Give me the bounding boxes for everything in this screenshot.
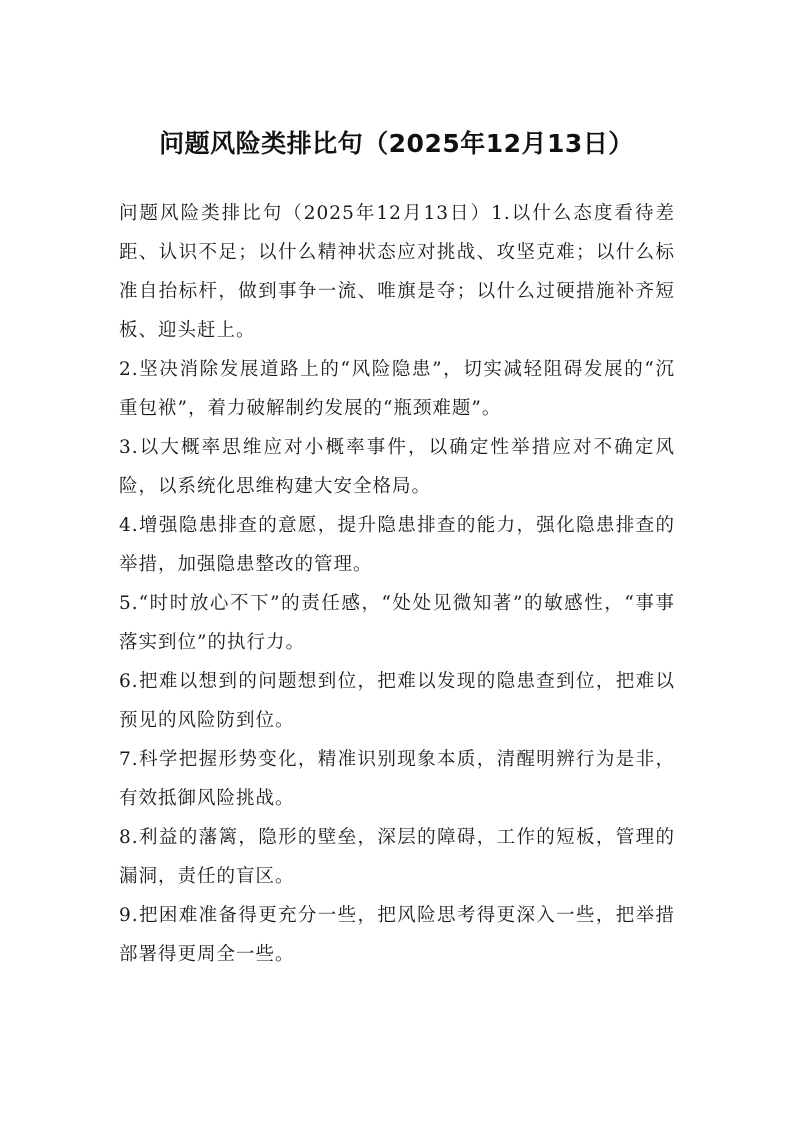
paragraph-1: 问题风险类排比句（2025年12月13日）1.以什么态度看待差距、认识不足；以什么精神状态应对挑战、攻坚克难；以什么标准自抬标杆，做到事争一流、唯旗是夺；以什么过硬措施补齐短板、迎头赶上。	[119, 203, 675, 341]
paragraph-6: 6.把难以想到的问题想到位，把难以发现的隐患查到位，把难以预见的风险防到位。	[119, 671, 675, 731]
paragraph-3: 3.以大概率思维应对小概率事件，以确定性举措应对不确定风险，以系统化思维构建大安全格局。	[119, 437, 675, 497]
paragraph-7: 7.科学把握形势变化，精准识别现象本质，清醒明辨行为是非，有效抵御风险挑战。	[119, 749, 675, 809]
paragraph-4: 4.增强隐患排查的意愿，提升隐患排查的能力，强化隐患排查的举措，加强隐患整改的管理。	[119, 515, 675, 575]
paragraph-9: 9.把困难准备得更充分一些，把风险思考得更深入一些，把举措部署得更周全一些。	[119, 905, 675, 965]
document-title: 问题风险类排比句（2025年12月13日）	[159, 129, 634, 158]
paragraph-5: 5.“时时放心不下”的责任感，“处处见微知著”的敏感性，“事事落实到位”的执行力。	[119, 593, 675, 653]
document-body	[119, 194, 675, 974]
paragraph-2: 2.坚决消除发展道路上的“风险隐患”，切实减轻阻碍发展的“沉重包袱”，着力破解制约发展的“瓶颈难题”。	[119, 359, 675, 419]
paragraph-8: 8.利益的藩篱，隐形的壁垒，深层的障碍，工作的短板，管理的漏洞，责任的盲区。	[119, 827, 675, 887]
